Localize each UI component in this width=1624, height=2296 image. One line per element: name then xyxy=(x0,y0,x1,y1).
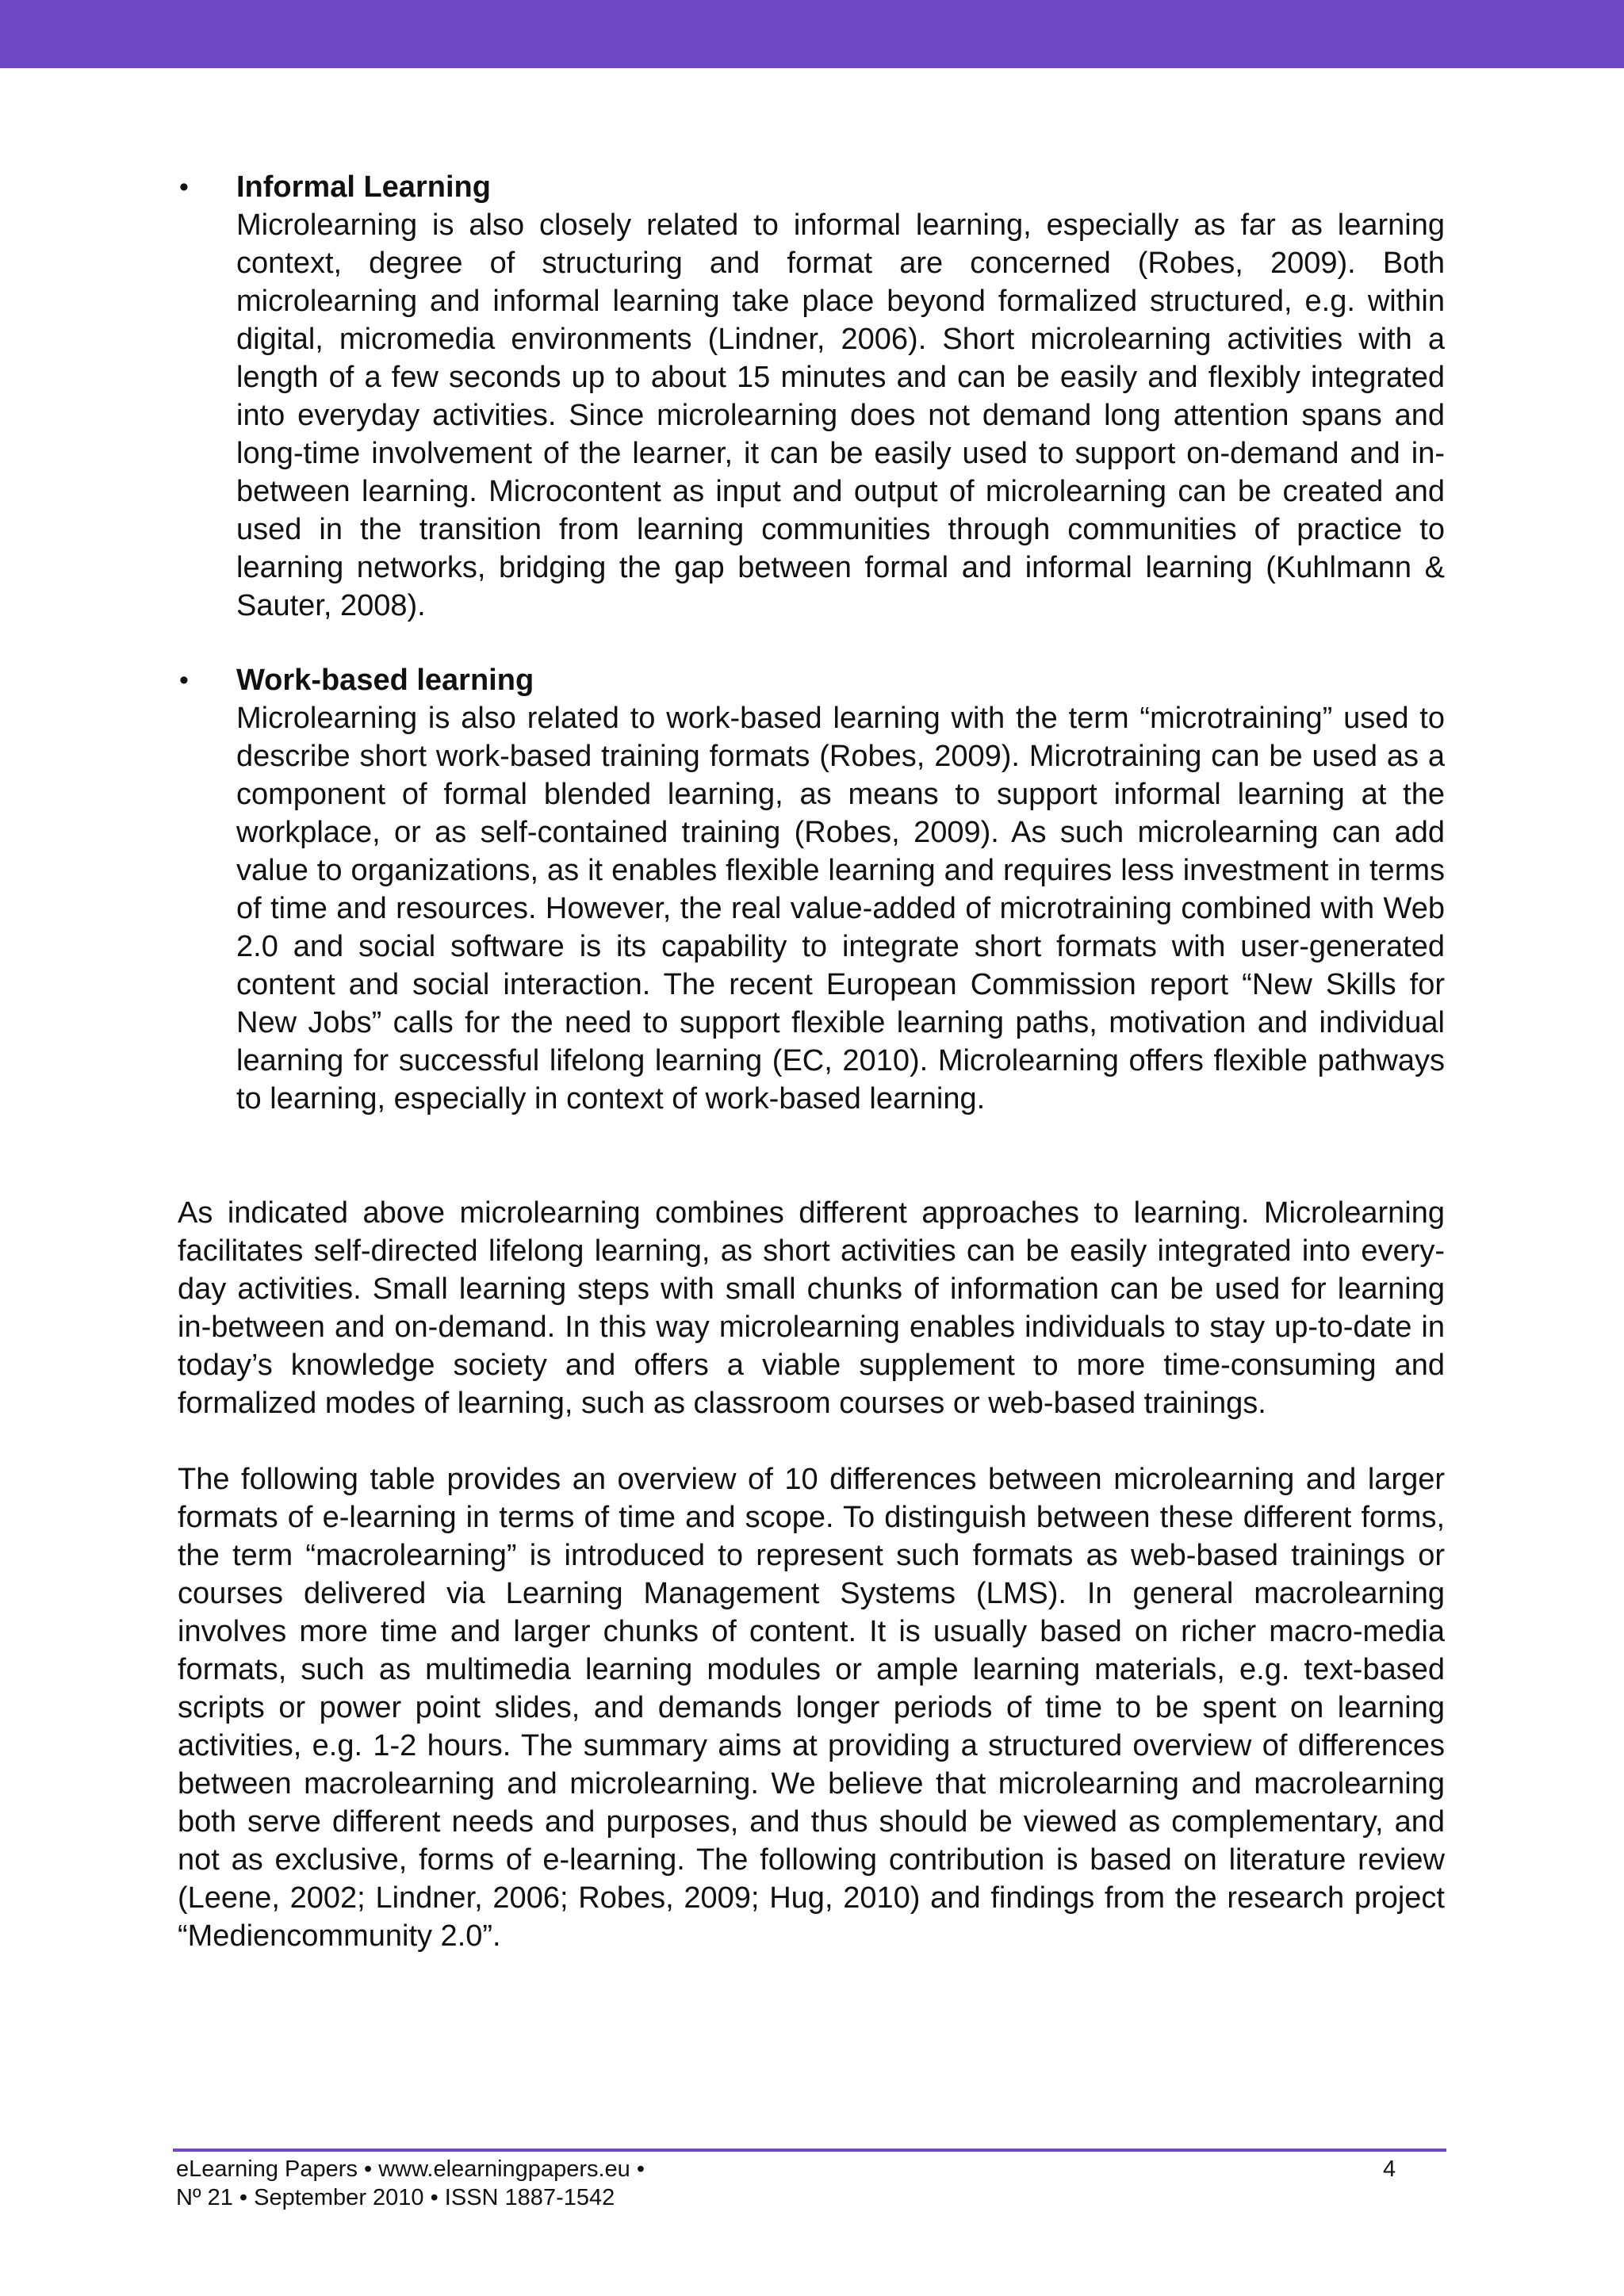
bullet-section-work-based-learning xyxy=(178,661,1445,1118)
body-paragraph: As indicated above microlearning combines different approaches to learning. Microlearning facilitates self-directed lifelong learning, as short activities can be easily integrated into every-day activities. Small learning steps with small chunks of information can be used for learning in-between and on-demand. In this way microlearning enables individuals to stay up-to-date in today’s knowledge society and offers a viable supplement to more time-consuming and formalized modes of learning, such as classroom courses or web-based trainings. xyxy=(178,1196,1445,1420)
body-paragraph: The following table provides an overview of 10 differences between microlearning and larger formats of e-learning in terms of time and scope. To distinguish between these different forms, the term “macrolearning” is introduced to represent such formats as web-based trainings or courses delivered via Learning Management Systems (LMS). In general macrolearning involves more time and larger chunks of content. It is usually based on richer macro-media formats, such as multimedia learning modules or ample learning materials, e.g. text-based scripts or power point slides, and demands longer periods of time to be spent on learning activities, e.g. 1-2 hours. The summary aims at providing a structured overview of differences between macrolearning and microlearning. We believe that microlearning and macrolearning both serve different needs and purposes, and thus should be viewed as complementary, and not as exclusive, forms of e-learning. The following contribution is based on literature review (Leene, 2002; Lindner, 2006; Robes, 2009; Hug, 2010) and findings from the research project “Mediencommunity 2.0”. xyxy=(178,1463,1445,1953)
page-number: 4 xyxy=(1383,2156,1396,2182)
footer xyxy=(176,2155,1413,2212)
section-body: Microlearning is also related to work-based learning with the term “microtraining” used to describe short work-based training formats (Robes, 2009). Microtraining can be used as a component of formal blended learning, as means to support informal learning at the workplace, or as self-contained training (Robes, 2009). As such microlearning can add value to organizations, as it enables flexible learning and requires less investment in terms of time and resources. However, the real value-added of microtraining combined with Web 2.0 and social software is its capability to integrate short formats with user-generated content and social interaction. The recent European Commission report “New Skills for New Jobs” calls for the need to support flexible learning paths, motivation and individual learning for successful lifelong learning (EC, 2010). Microlearning offers flexible pathways to learning, especially in context of work-based learning. xyxy=(236,702,1445,1115)
section-title: Informal Learning xyxy=(236,170,491,204)
header-accent-bar xyxy=(0,0,1624,68)
footer-publication-line: eLearning Papers • www.elearningpapers.eu • xyxy=(176,2156,645,2182)
footer-issue-line: Nº 21 • September 2010 • ISSN 1887-1542 xyxy=(176,2185,615,2210)
footer-divider xyxy=(173,2149,1446,2152)
bullet-icon: • xyxy=(179,172,189,202)
page-content xyxy=(178,168,1445,1955)
bullet-icon: • xyxy=(179,665,189,695)
bullet-section-informal-learning xyxy=(178,168,1445,625)
section-body: Microlearning is also closely related to informal learning, especially as far as learning context, degree of structuring and format are concerned (Robes, 2009). Both microlearning and informal learning take place beyond formalized structured, e.g. within digital, micromedia environments (Lindner, 2006). Short microlearning activities with a length of a few seconds up to about 15 minutes and can be easily and flexibly integrated into everyday activities. Since microlearning does not demand long attention spans and long-time involvement of the learner, it can be easily used to support on-demand and in-between learning. Microcontent as input and output of microlearning can be created and used in the transition from learning communities through communities of practice to learning networks, bridging the gap between formal and informal learning (Kuhlmann & Sauter, 2008). xyxy=(236,209,1445,622)
section-title: Work-based learning xyxy=(236,664,534,697)
